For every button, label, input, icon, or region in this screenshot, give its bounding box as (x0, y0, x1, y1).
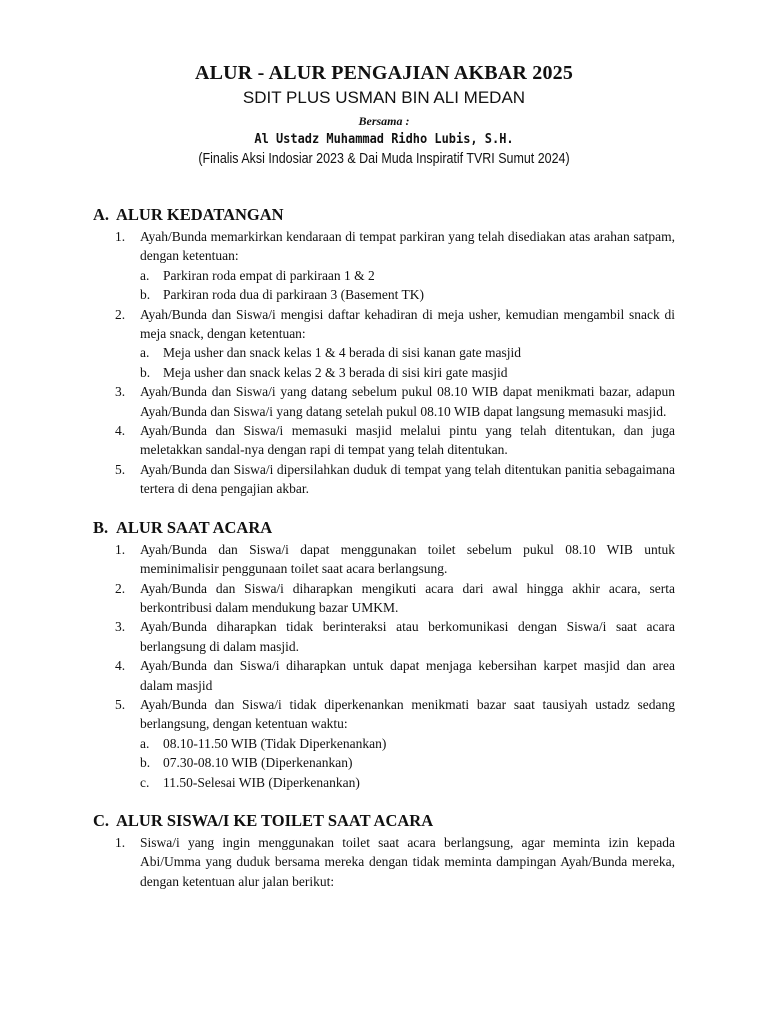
item-number: 2. (115, 306, 126, 322)
list-item (93, 460, 675, 499)
document-header (0, 60, 768, 169)
sub-item-letter: c. (140, 774, 150, 790)
sub-list-item (93, 363, 675, 382)
sub-list-item (93, 773, 675, 792)
sub-item-text: 11.50-Selesai WIB (Diperkenankan) (163, 774, 360, 790)
list-item (93, 617, 675, 656)
sub-item-text: 08.10-11.50 WIB (Tidak Diperkenankan) (163, 735, 387, 751)
numbered-list (93, 227, 675, 499)
with-label: Bersama : (358, 114, 410, 128)
item-number: 3. (115, 384, 126, 400)
list-item (93, 421, 675, 460)
section-title-text: ALUR SISWA/I KE TOILET SAAT ACARA (116, 810, 434, 830)
sub-item-text: 07.30-08.10 WIB (Diperkenankan) (163, 755, 353, 771)
sub-list-item (93, 266, 675, 285)
item-number: 4. (115, 423, 126, 439)
sub-item-letter: b. (140, 364, 151, 380)
item-number: 1. (115, 834, 126, 850)
item-number: 5. (115, 461, 126, 477)
item-number: 4. (115, 658, 126, 674)
sub-item-text: Meja usher dan snack kelas 2 & 3 berada di sisi kiri gate masjid (163, 364, 508, 380)
item-text: Ayah/Bunda memarkirkan kendaraan di tempat parkiran yang telah disediakan atas arahan satpam, dengan ketentuan: (140, 229, 675, 264)
section-letter: C. (93, 810, 110, 830)
document-body (93, 204, 675, 909)
document-title: ALUR - ALUR PENGAJIAN AKBAR 2025 (194, 62, 574, 84)
item-text: Ayah/Bunda dan Siswa/i diharapkan mengikuti acara dari awal hingga akhir acara, serta berkontribusi dalam mendukung bazar UMKM. (140, 580, 675, 615)
sub-list-item (93, 343, 675, 362)
section-during-event (93, 517, 675, 792)
sub-item-letter: b. (140, 287, 151, 303)
item-text: Ayah/Bunda dan Siswa/i diharapkan untuk dapat menjaga kebersihan karpet masjid dan area dalam masjid (140, 658, 675, 693)
item-text: Ayah/Bunda dan Siswa/i memasuki masjid melalui pintu yang telah ditentukan, dan juga meletakkan sandal-nya dengan rapi di tempat yang telah ditentukan. (140, 423, 675, 458)
list-item (93, 579, 675, 618)
list-item (93, 540, 675, 579)
section-title-text: ALUR SAAT ACARA (116, 517, 273, 537)
sub-list-item (93, 753, 675, 772)
section-letter: B. (93, 517, 109, 537)
section-heading (93, 517, 675, 539)
sub-item-text: Parkiran roda empat di parkiraan 1 & 2 (163, 267, 375, 283)
section-title-text: ALUR KEDATANGAN (116, 205, 284, 224)
item-text: Ayah/Bunda diharapkan tidak berinteraksi atau berkomunikasi dengan Siswa/i saat acara berlangsung di dalam masjid. (140, 619, 675, 654)
item-text: Ayah/Bunda dan Siswa/i yang datang sebelum pukul 08.10 WIB dapat menikmati bazar, adapun Ayah/Bunda dan Siswa/i yang datang setelah pukul 08.10 WIB dapat langsung memasuki masjid. (140, 384, 675, 419)
item-number: 3. (115, 619, 126, 635)
list-item (93, 227, 675, 266)
item-number: 2. (115, 580, 126, 596)
list-item (93, 833, 675, 891)
section-heading (93, 810, 675, 832)
section-toilet (93, 810, 675, 891)
item-number: 5. (115, 696, 126, 712)
item-text: Ayah/Bunda dan Siswa/i tidak diperkenankan menikmati bazar saat tausiyah ustadz sedang berlangsung, dengan ketentuan waktu: (140, 696, 675, 732)
item-text: Ayah/Bunda dan Siswa/i mengisi daftar kehadiran di meja usher, kemudian mengambil snack di meja snack, dengan ketentuan: (140, 306, 675, 342)
list-item (93, 382, 675, 421)
item-text: Ayah/Bunda dan Siswa/i dapat menggunakan toilet sebelum pukul 08.10 WIB untuk meminimalisir penggunaan toilet saat acara berlangsung. (140, 541, 675, 577)
section-arrival (93, 204, 675, 499)
list-item (93, 305, 675, 344)
speaker-credential: (Finalis Aksi Indosiar 2023 & Dai Muda Inspiratif TVRI Sumut 2024) (198, 151, 570, 167)
item-text: Ayah/Bunda dan Siswa/i dipersilahkan duduk di tempat yang telah ditentukan panitia sebagaimana tertera di dena pengajian akbar. (140, 461, 675, 497)
section-letter: A. (93, 205, 110, 224)
sub-item-letter: a. (140, 345, 150, 361)
sub-item-letter: b. (140, 755, 151, 771)
school-name: SDIT PLUS USMAN BIN ALI MEDAN (242, 88, 526, 107)
item-text: Siswa/i yang ingin menggunakan toilet saat acara berlangsung, agar meminta izin kepada Abi/Umma yang duduk bersama mereka dengan tidak meminta dampingan Ayah/Bunda mereka, dengan ketentuan alur jalan berikut: (140, 834, 675, 889)
item-number: 1. (115, 541, 126, 557)
sub-item-letter: a. (140, 267, 150, 283)
section-heading (93, 204, 675, 226)
sub-item-text: Parkiran roda dua di parkiraan 3 (Basement TK) (163, 287, 425, 303)
numbered-list (93, 833, 675, 891)
list-item (93, 695, 675, 734)
numbered-list (93, 540, 675, 792)
sub-item-text: Meja usher dan snack kelas 1 & 4 berada di sisi kanan gate masjid (163, 345, 522, 361)
sub-list-item (93, 734, 675, 753)
speaker-name: Al Ustadz Muhammad Ridho Lubis, S.H. (254, 132, 514, 147)
list-item (93, 656, 675, 695)
sub-list-item (93, 285, 675, 304)
item-number: 1. (115, 229, 126, 244)
sub-item-letter: a. (140, 735, 150, 751)
